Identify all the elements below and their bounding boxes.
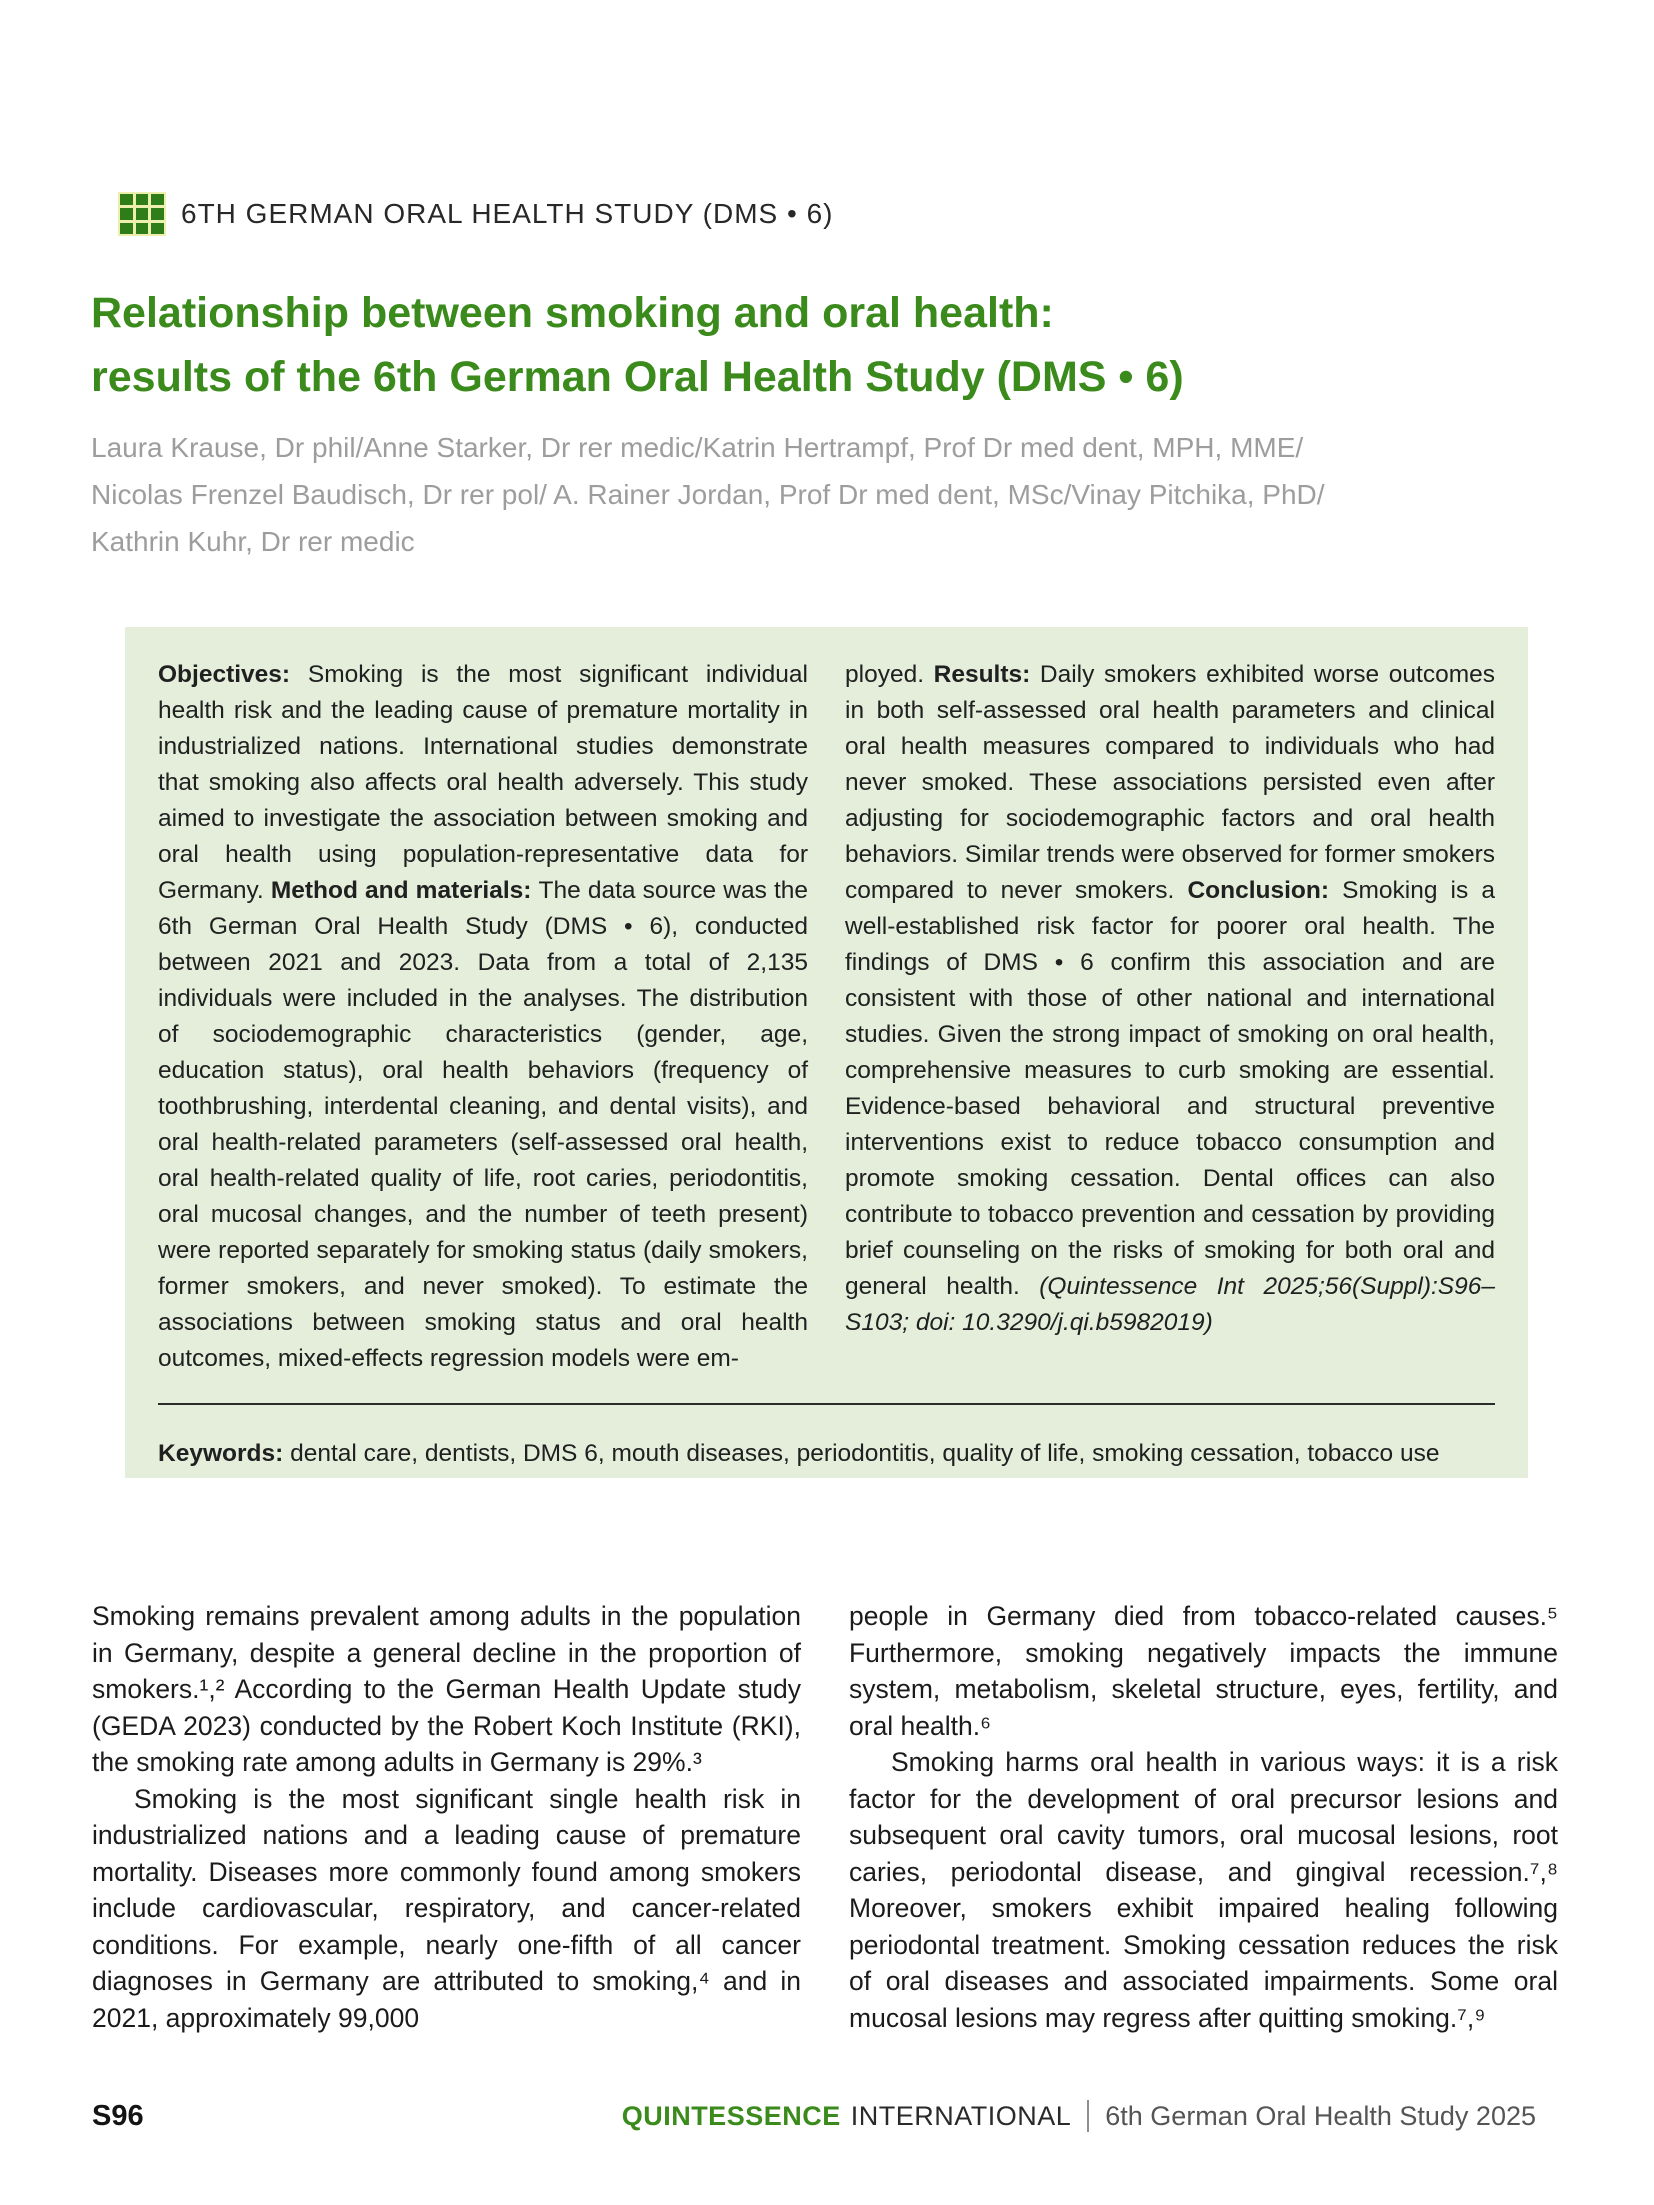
body-right-column [849, 1598, 1558, 2036]
article-body [92, 1598, 1558, 2036]
journal-name-regular: INTERNATIONAL [850, 2100, 1072, 2131]
grid-cell [136, 223, 149, 234]
footer-separator [1087, 2100, 1089, 2132]
abstract-left-column: Objectives: Smoking is the most significant individual health risk and the leading cause of premature mortality in industrialized nations. International studies demonstrate that smoking also affects oral health adversely. This study aimed to investigate the association between smoking and oral health using population-representative data for Germany. Method and materials: The data source was the 6th German Oral Health Study (DMS • 6), conducted between 2021 and 2023. Data from a total of 2,135 individuals were included in the analyses. The distribution of sociodemographic characteristics (gender, age, education status), oral health behaviors (frequency of toothbrushing, interdental cleaning, and dental visits), and oral health-related parameters (self-assessed oral health, oral health-related quality of life, root caries, periodontitis, oral mucosal changes, and the number of teeth present) were reported separately for smoking status (daily smokers, former smokers, and never smoked). To estimate the associations between smoking status and oral health outcomes, mixed-effects regression models were em- [158, 661, 809, 1372]
keywords-label: Keywords: [158, 1440, 284, 1467]
grid-cell [120, 194, 133, 205]
author-line: Laura Krause, Dr phil/Anne Starker, Dr rer medic/Katrin Hertrampf, Prof Dr med dent, MPH, MME/ [91, 432, 1304, 463]
title-line-1: Relationship between smoking and oral health: [91, 289, 1054, 337]
title-line-2: results of the 6th German Oral Health Study (DMS • 6) [91, 353, 1184, 401]
grid-cell [151, 194, 164, 205]
article-title [91, 281, 1184, 409]
body-left-column [92, 1598, 801, 2036]
series-title: 6TH GERMAN ORAL HEALTH STUDY (DMS • 6) [181, 198, 834, 229]
body-paragraph: Smoking remains prevalent among adults in the population in Germany, despite a general decline in the proportion of smokers.¹,² According to the German Health Update study (GEDA 2023) conducted by the Robert Koch Institute (RKI), the smoking rate among adults in Germany is 29%.³ [92, 1601, 801, 1777]
author-list [91, 424, 1325, 565]
grid-cell [151, 223, 164, 234]
body-paragraph: Smoking harms oral health in various ways: it is a risk factor for the development of oral precursor lesions and subsequent oral cavity tumors, oral mucosal lesions, root caries, periodontal disease, and gingival recession.⁷,⁸ Moreover, smokers exhibit impaired healing following periodontal treatment. Smoking cessation reduces the risk of oral diseases and associated impairments. Some oral mucosal lesions may regress after quitting smoking.⁷,⁹ [849, 1747, 1558, 2033]
dms-grid-icon [118, 192, 166, 236]
grid-cell [136, 194, 149, 205]
article-header [118, 192, 833, 236]
body-paragraph: people in Germany died from tobacco-related causes.⁵ Furthermore, smoking negatively impacts the immune system, metabolism, skeletal structure, eyes, fertility, and oral health.⁶ [849, 1601, 1558, 1741]
body-paragraph: Smoking is the most significant single health risk in industrialized nations and a leading cause of premature mortality. Diseases more commonly found among smokers include cardiovascular, respiratory, and cancer-related conditions. For example, nearly one-fifth of all cancer diagnoses in Germany are attributed to smoking,⁴ and in 2021, approximately 99,000 [92, 1783, 801, 2033]
keywords-text: dental care, dentists, DMS 6, mouth diseases, periodontitis, quality of life, smoking cessation, tobacco use [283, 1440, 1440, 1467]
abstract-box [125, 627, 1528, 1478]
journal-line [622, 2100, 1536, 2132]
grid-cell [120, 208, 133, 219]
grid-cell [120, 223, 133, 234]
journal-name-bold: QUINTESSENCE [621, 2100, 841, 2131]
author-line: Kathrin Kuhr, Dr rer medic [91, 526, 415, 557]
abstract-divider [158, 1403, 1495, 1405]
page-footer [0, 2100, 1654, 2150]
abstract-right-column: ployed. Results: Daily smokers exhibited worse outcomes in both self-assessed oral health parameters and clinical oral health measures compared to individuals who had never smoked. These associations persisted even after adjusting for sociodemographic factors and oral health behaviors. Similar trends were observed for former smokers compared to never smokers. Conclusion: Smoking is a well-established risk factor for poorer oral health. The findings of DMS • 6 confirm this association and are consistent with those of other national and international studies. Given the strong impact of smoking on oral health, comprehensive measures to curb smoking are essential. Evidence-based behavioral and structural preventive interventions exist to reduce tobacco consumption and promote smoking cessation. Dental offices can also contribute to tobacco prevention and cessation by providing brief counseling on the risks of smoking for both oral and general health. (Quintessence Int 2025;56(Suppl):S96–S103; doi: 10.3290/j.qi.b5982019) [845, 661, 1496, 1336]
abstract-columns [158, 657, 1495, 1377]
author-line: Nicolas Frenzel Baudisch, Dr rer pol/ A. Rainer Jordan, Prof Dr med dent, MSc/Vinay Pitchika, PhD/ [91, 479, 1325, 510]
keywords-line [158, 1437, 1495, 1471]
page-number: S96 [92, 2100, 144, 2132]
grid-cell [151, 208, 164, 219]
grid-cell [136, 208, 149, 219]
issue-title: 6th German Oral Health Study 2025 [1105, 2100, 1536, 2131]
